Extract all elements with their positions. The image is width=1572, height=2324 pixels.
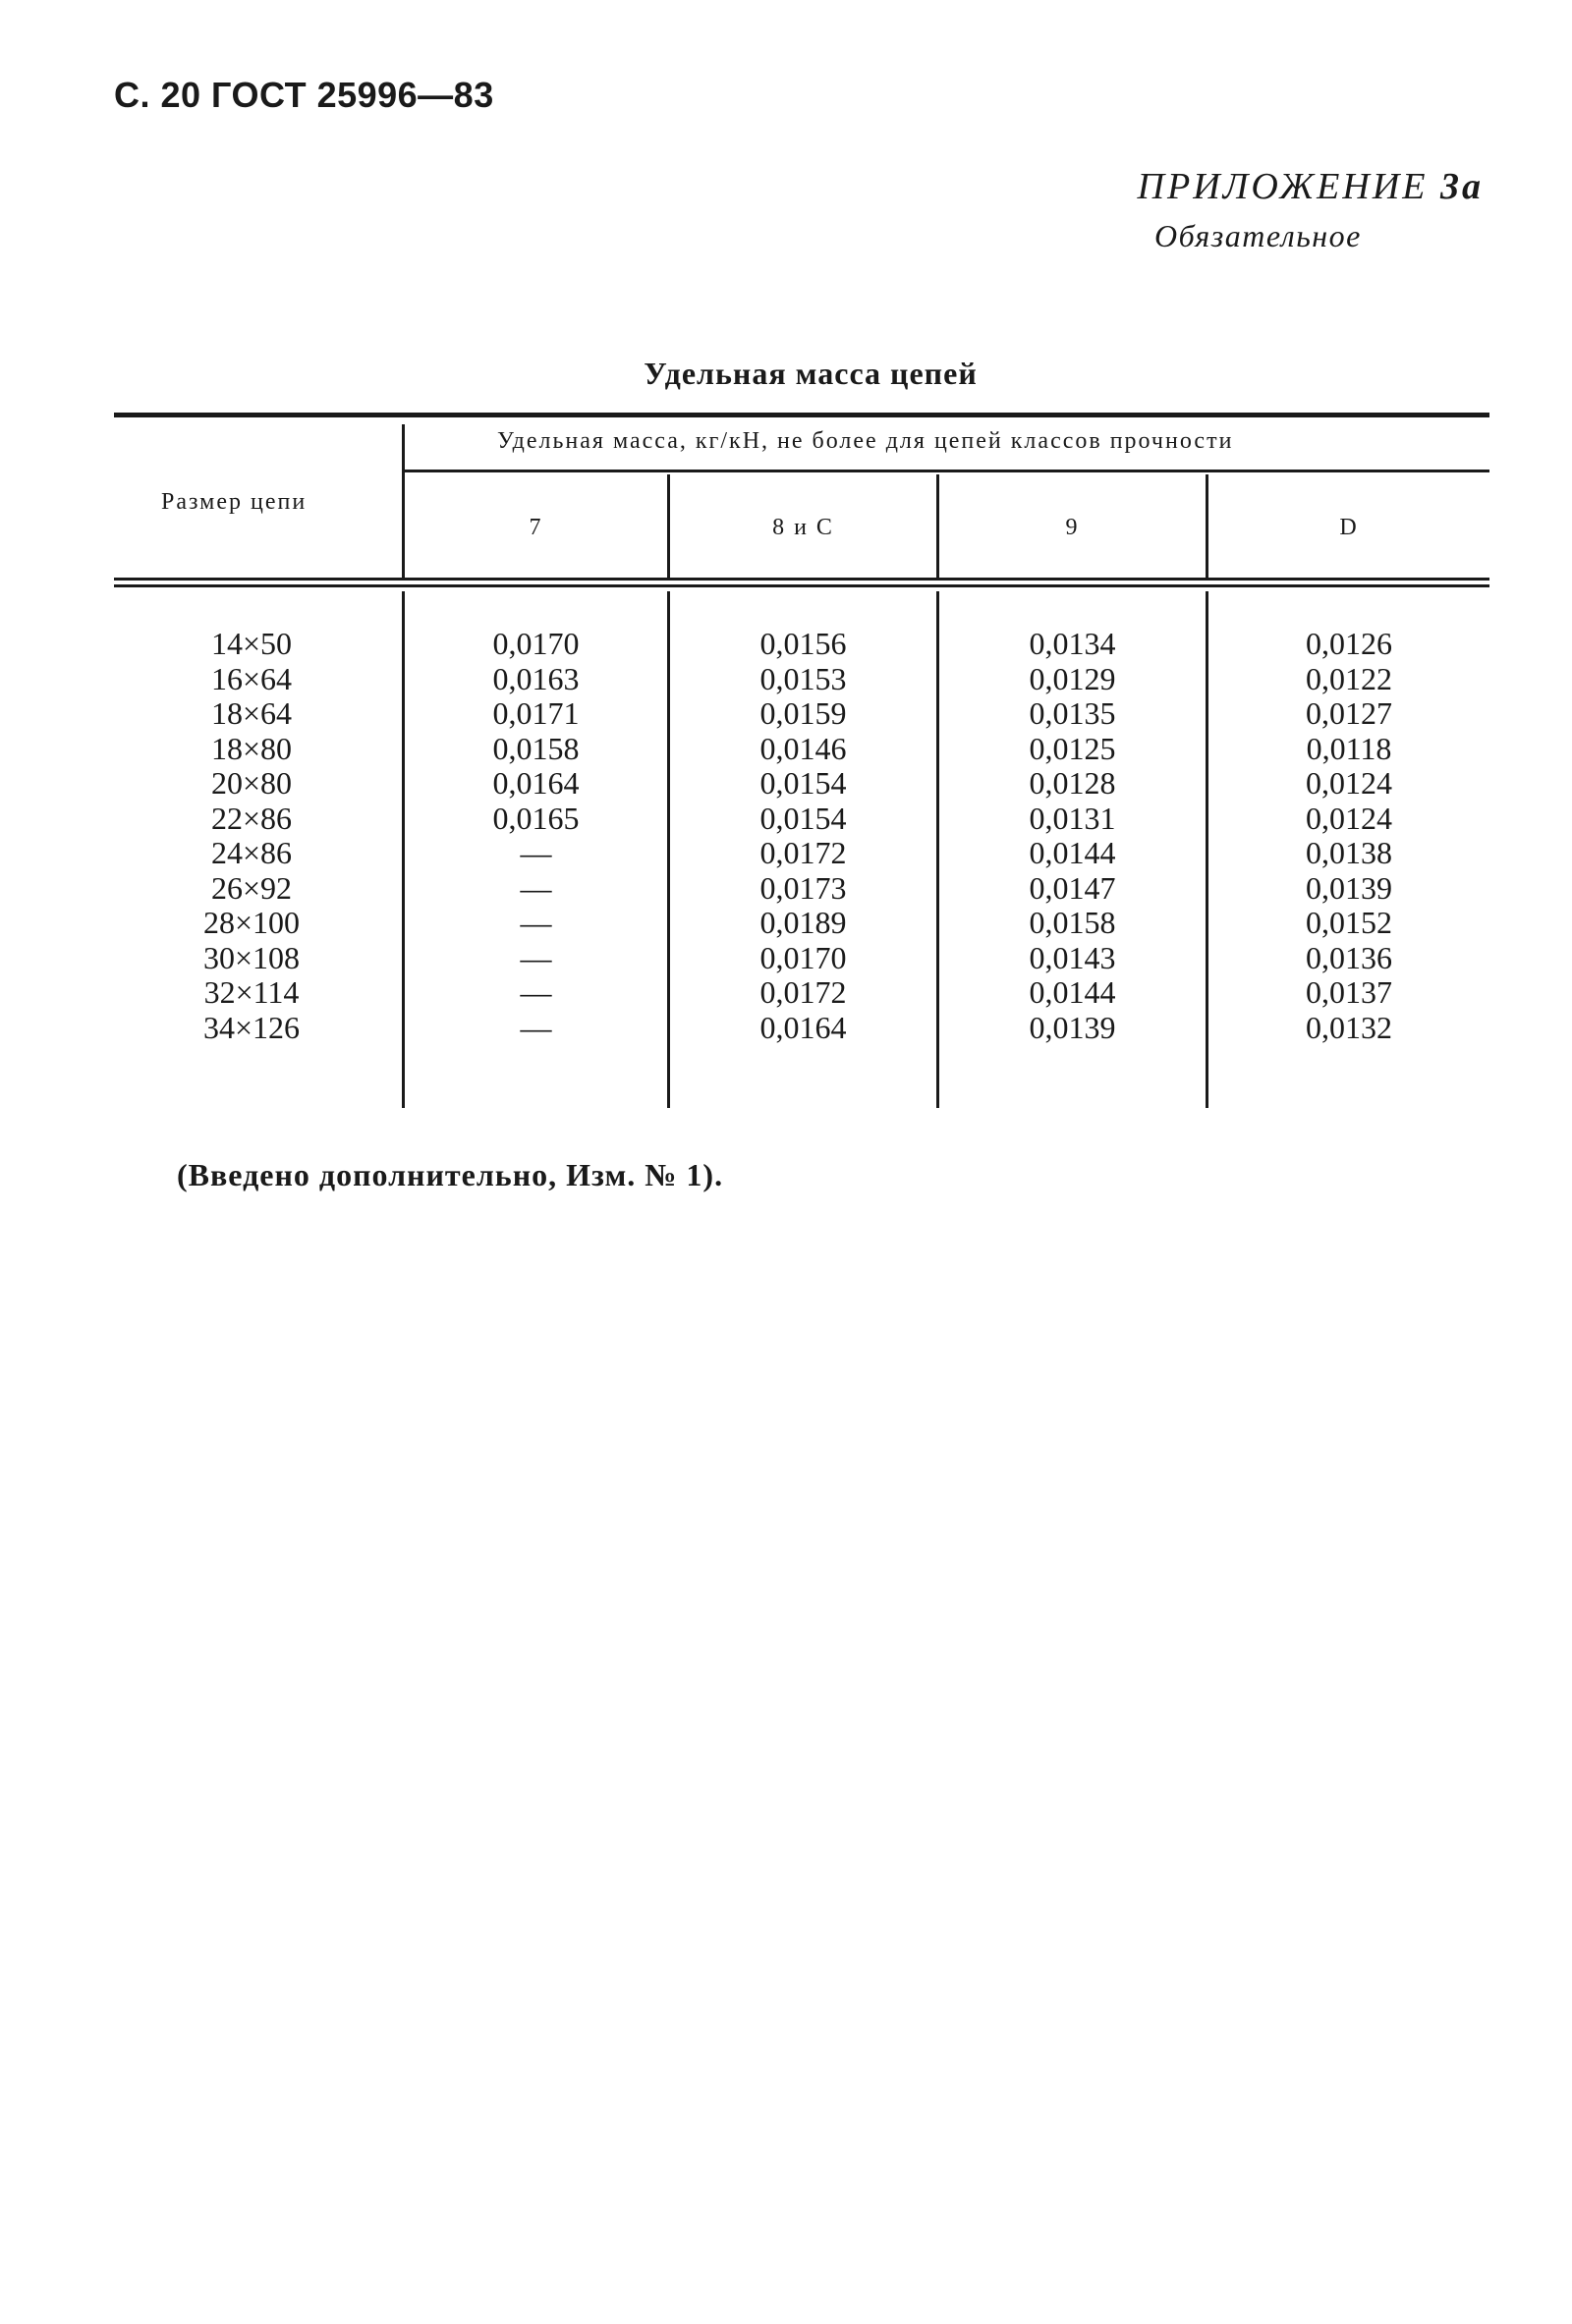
table-cell: 0,0129: [1029, 660, 1116, 696]
group-header: Удельная масса, кг/кН, не более для цепей классов прочности: [497, 428, 1234, 454]
header-rule-2: [114, 584, 1489, 587]
table-cell: 0,0164: [492, 765, 580, 801]
table-cell: 0,0156: [759, 626, 847, 661]
vline-size-header: [402, 424, 405, 578]
table-cell: 0,0146: [759, 730, 847, 766]
table-cell: 0,0137: [1306, 974, 1392, 1010]
table-cell: 0,0163: [492, 660, 580, 696]
table-cell: 0,0127: [1306, 695, 1392, 731]
table-cell: 18×64: [210, 695, 293, 731]
table-cell: 0,0136: [1306, 939, 1392, 975]
mass-table: [114, 413, 1489, 1120]
top-rule: [114, 413, 1489, 417]
class-d-column: [1208, 627, 1489, 1045]
header-rule-1: [114, 578, 1489, 581]
table-cell: 0,0126: [1306, 626, 1392, 661]
table-cell: 0,0153: [759, 660, 847, 696]
table-cell: 0,0154: [759, 800, 847, 836]
table-cell: 0,0138: [1306, 835, 1392, 870]
table-cell: 0,0159: [759, 695, 847, 731]
table-cell: 0,0147: [1029, 869, 1116, 906]
table-cell: 0,0118: [1306, 730, 1392, 766]
table-cell: 32×114: [203, 974, 300, 1010]
class-header-8c: 8 и С: [772, 515, 834, 540]
table-cell: 16×64: [210, 660, 293, 696]
table-cell: 0,0158: [1029, 905, 1116, 940]
table-cell: 0,0154: [759, 765, 847, 801]
table-cell: 34×126: [202, 1009, 301, 1045]
table-cell: —: [520, 835, 552, 870]
class-header-9: 9: [1065, 515, 1080, 540]
table-cell: 0,0125: [1029, 730, 1116, 766]
table-cell: 0,0143: [1029, 939, 1116, 975]
table-cell: 22×86: [210, 800, 293, 836]
table-cell: 0,0172: [759, 835, 847, 870]
table-cell: 0,0135: [1029, 695, 1116, 731]
class-header-7: 7: [529, 515, 543, 540]
table-cell: —: [520, 939, 552, 975]
size-column-header: Размер цепи: [161, 489, 308, 515]
table-cell: 0,0165: [492, 800, 580, 836]
class-7-column: [405, 627, 667, 1045]
table-cell: 26×92: [210, 869, 293, 906]
table-cell: 0,0131: [1029, 800, 1116, 836]
table-cell: —: [520, 905, 552, 940]
table-cell: 0,0170: [759, 939, 847, 975]
table-cell: 0,0122: [1306, 660, 1392, 696]
table-cell: 0,0139: [1306, 869, 1392, 906]
table-cell: 0,0124: [1306, 765, 1392, 801]
table-cell: 18×80: [210, 730, 293, 766]
amendment-note: (Введено дополнительно, Изм. № 1).: [177, 1157, 724, 1192]
table-cell: 0,0189: [759, 905, 847, 940]
table-cell: 0,0164: [759, 1009, 847, 1045]
table-cell: 0,0152: [1306, 905, 1392, 940]
class-9-column: [939, 627, 1206, 1045]
appendix-number: 3а: [1440, 166, 1484, 207]
table-cell: —: [520, 974, 552, 1010]
class-header-d: D: [1339, 515, 1359, 540]
group-rule: [405, 470, 1489, 472]
appendix-status: Обязательное: [1154, 218, 1362, 253]
page-header: С. 20 ГОСТ 25996—83: [114, 75, 494, 115]
table-cell: 0,0158: [492, 730, 580, 766]
table-cell: 0,0139: [1029, 1009, 1116, 1045]
table-cell: 30×108: [202, 939, 301, 975]
appendix-label: [1138, 165, 1484, 208]
class-8c-column: [670, 627, 936, 1045]
table-cell: 0,0134: [1029, 626, 1116, 661]
table-cell: 0,0171: [492, 695, 580, 731]
table-cell: 28×100: [202, 905, 301, 940]
table-cell: 14×50: [210, 626, 293, 661]
size-column: [153, 627, 350, 1045]
table-cell: 0,0128: [1029, 765, 1116, 801]
table-title: Удельная масса цепей: [644, 356, 978, 391]
table-cell: 0,0124: [1306, 800, 1392, 836]
table-cell: 0,0144: [1029, 974, 1116, 1010]
table-cell: —: [520, 869, 552, 906]
table-cell: 0,0144: [1029, 835, 1116, 870]
table-cell: 0,0132: [1306, 1009, 1392, 1045]
table-cell: 0,0170: [492, 626, 580, 661]
table-cell: —: [520, 1009, 552, 1045]
appendix-word: ПРИЛОЖЕНИЕ: [1137, 166, 1429, 207]
table-cell: 20×80: [210, 765, 293, 801]
table-cell: 0,0172: [759, 974, 847, 1010]
table-cell: 24×86: [210, 835, 293, 870]
table-cell: 0,0173: [759, 869, 847, 906]
